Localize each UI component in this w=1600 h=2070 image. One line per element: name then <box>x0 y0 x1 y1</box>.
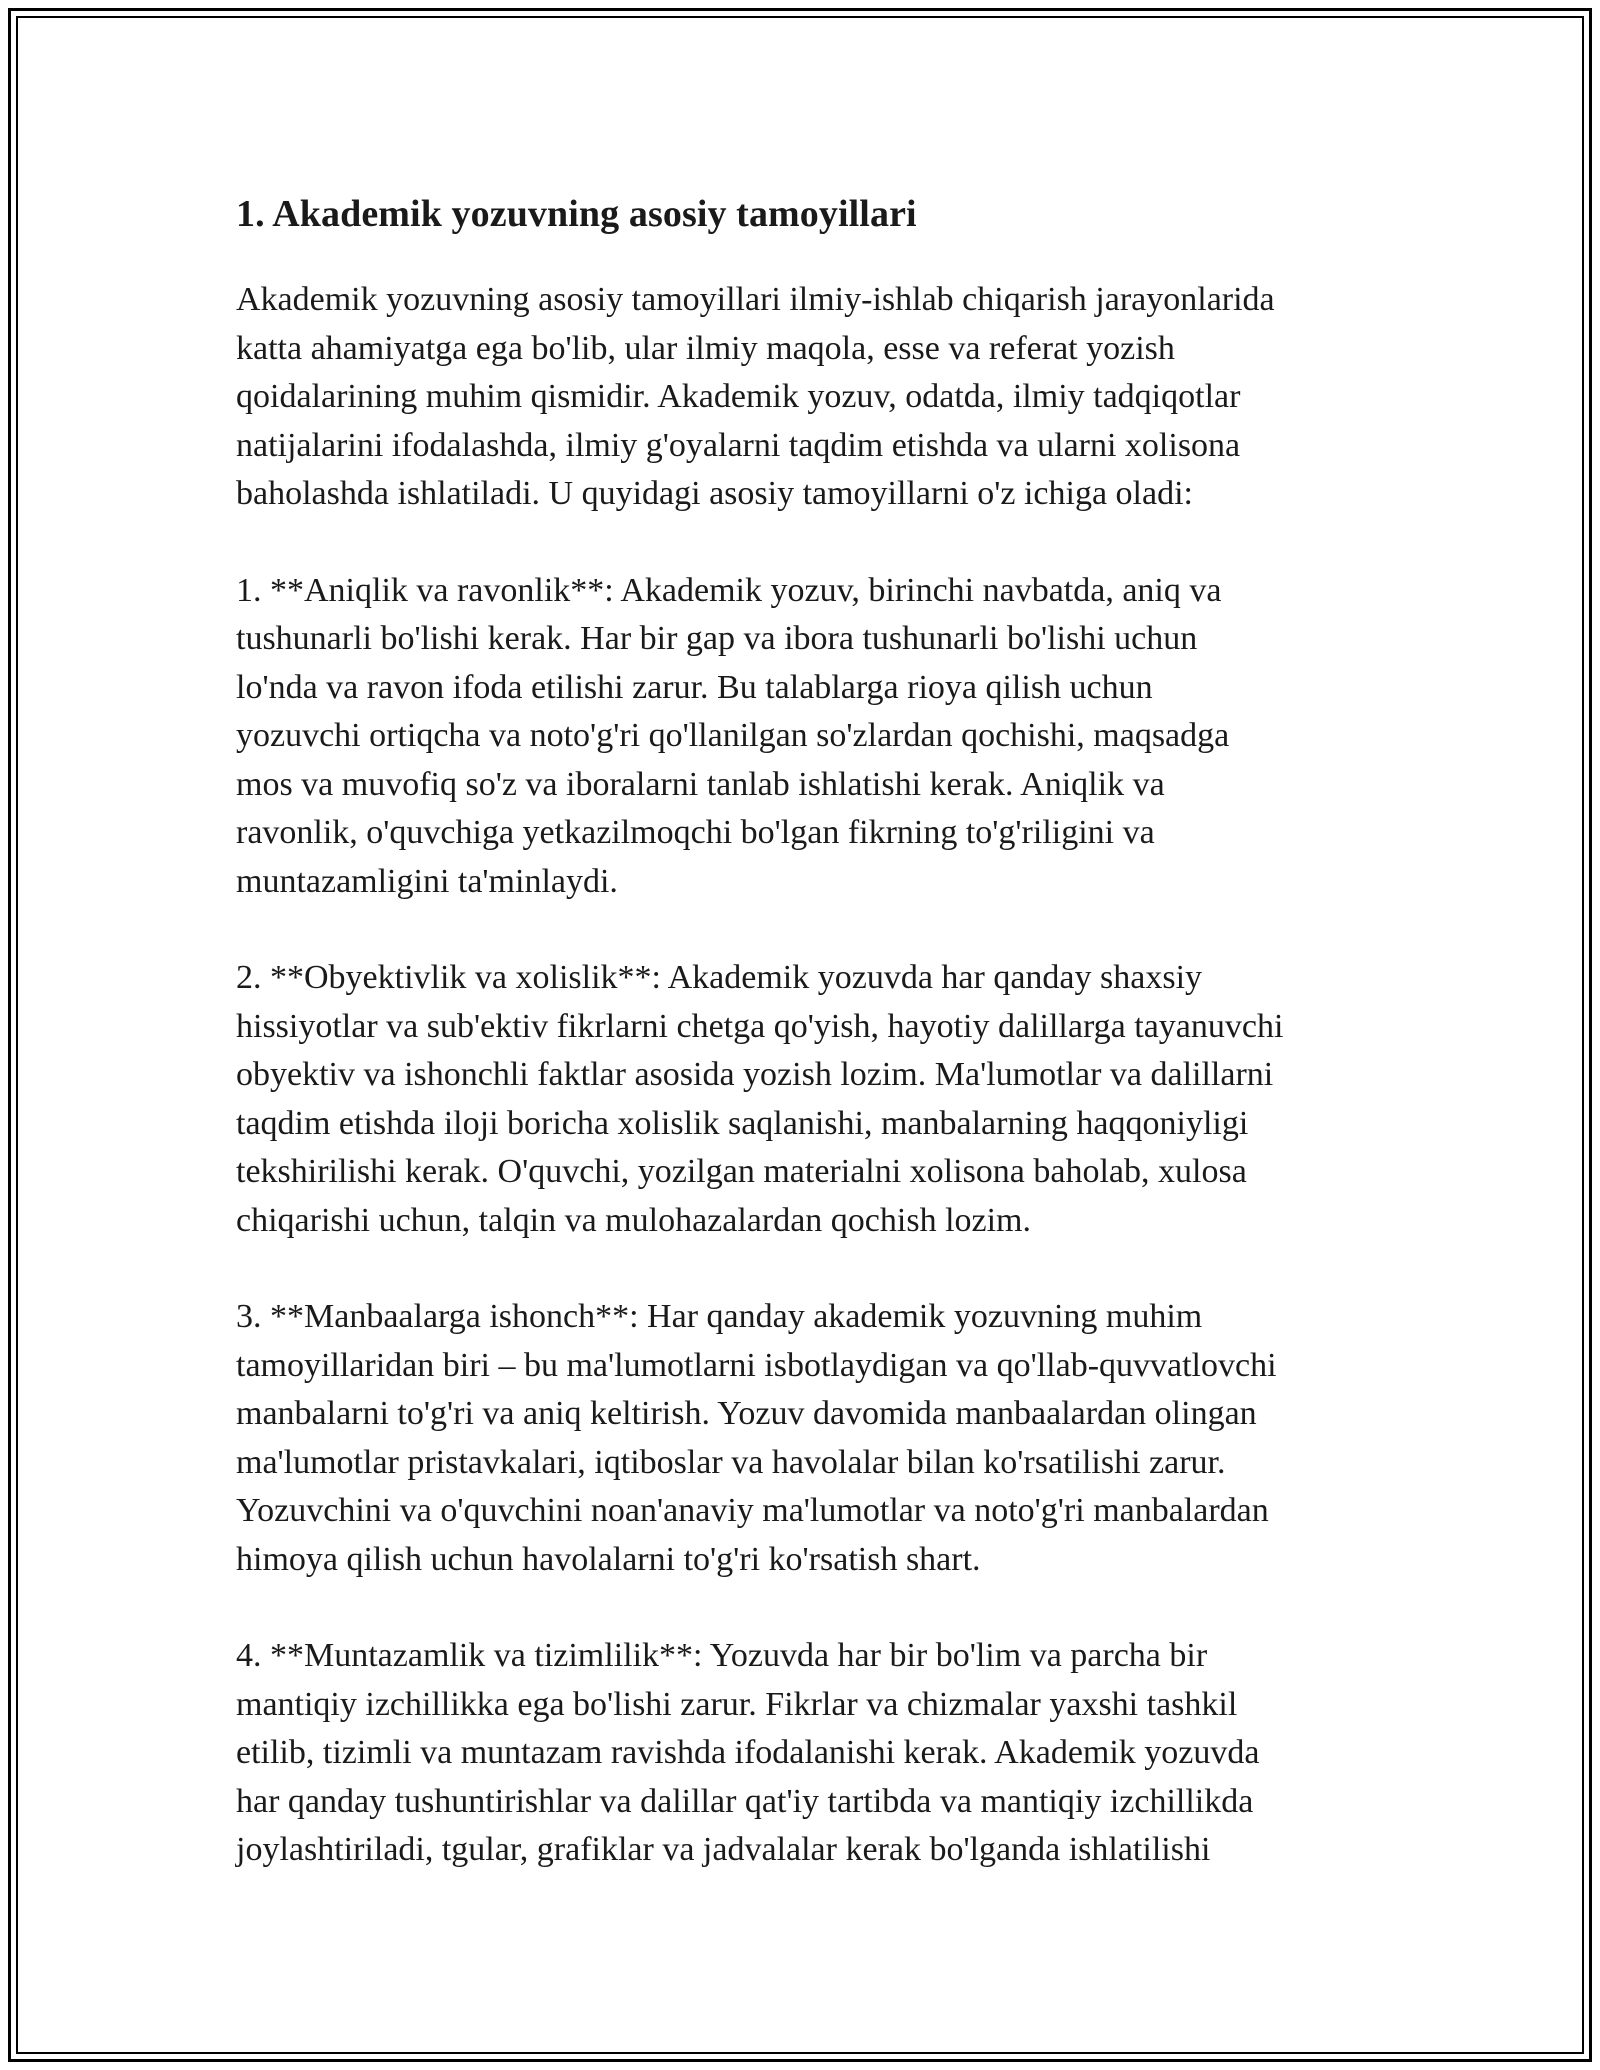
principle-consistency-paragraph: 4. **Muntazamlik va tizimlilik**: Yozuvda har bir bo'lim va parcha bir mantiqiy izchillikka ega bo'lishi zarur. Fikrlar va chizmalar yaxshi tashkil etilib, tizimli va muntazam ravishda ifodalanishi kerak. Akademik yozuvda har qanday tushuntirishlar va dalillar qat'iy tartibda va mantiqiy izchillikda joylashtiriladi, tgular, grafiklar va jadvalalar kerak bo'lganda ishlatilishi <box>236 1637 1260 1868</box>
intro-paragraph: Akademik yozuvning asosiy tamoyillari ilmiy-ishlab chiqarish jarayonlarida katta ahamiyatga ega bo'lib, ular ilmiy maqola, esse va referat yozish qoidalarining muhim qismidir. Akademik yozuv, odatda, ilmiy tadqiqotlar natijalarini ifodalashda, ilmiy g'oyalarni taqdim etishda va ularni xolisona baholashda ishlatiladi. U quyidagi asosiy tamoyillarni o'z ichiga oladi: <box>236 281 1275 512</box>
principle-clarity-paragraph: 1. **Aniqlik va ravonlik**: Akademik yozuv, birinchi navbatda, aniq va tushunarli bo'lishi kerak. Har bir gap va ibora tushunarli bo'lishi uchun lo'nda va ravon ifoda etilishi zarur. Bu talablarga rioya qilish uchun yozuvchi ortiqcha va noto'g'ri qo'llanilgan so'zlardan qochishi, maqsadga mos va muvofiq so'z va iboralarni tanlab ishlatishi kerak. Aniqlik va ravonlik, o'quvchiga yetkazilmoqchi bo'lgan fikrning to'g'riligini va muntazamligini ta'minlaydi. <box>236 571 1230 900</box>
principle-objectivity-paragraph: 2. **Obyektivlik va xolislik**: Akademik yozuvda har qanday shaxsiy hissiyotlar va sub'ektiv fikrlarni chetga qo'yish, hayotiy dalillarga tayanuvchi obyektiv va ishonchli faktlar asosida yozish lozim. Ma'lumotlar va dalillarni taqdim etishda iloji boricha xolislik saqlanishi, manbalarning haqqoniyligi tekshirilishi kerak. O'quvchi, yozilgan materialni xolisona baholab, xulosa chiqarishi uchun, talqin va mulohazalardan qochish lozim. <box>236 959 1284 1239</box>
principle-sources-paragraph: 3. **Manbaalarga ishonch**: Har qanday akademik yozuvning muhim tamoyillaridan biri – bu ma'lumotlarni isbotlaydigan va qo'llab-quvvatlovchi manbalarni to'g'ri va aniq keltirish. Yozuv davomida manbaalardan olingan ma'lumotlar pristavkalari, iqtiboslar va havolalar bilan ko'rsatilishi zarur. Yozuvchini va o'quvchini noan'anaviy ma'lumotlar va noto'g'ri manbalardan himoya qilish uchun havolalarni to'g'ri ko'rsatish shart. <box>236 1298 1277 1578</box>
document-body <box>236 186 1376 1923</box>
section-heading: 1. Akademik yozuvning asosiy tamoyillari <box>236 193 917 235</box>
